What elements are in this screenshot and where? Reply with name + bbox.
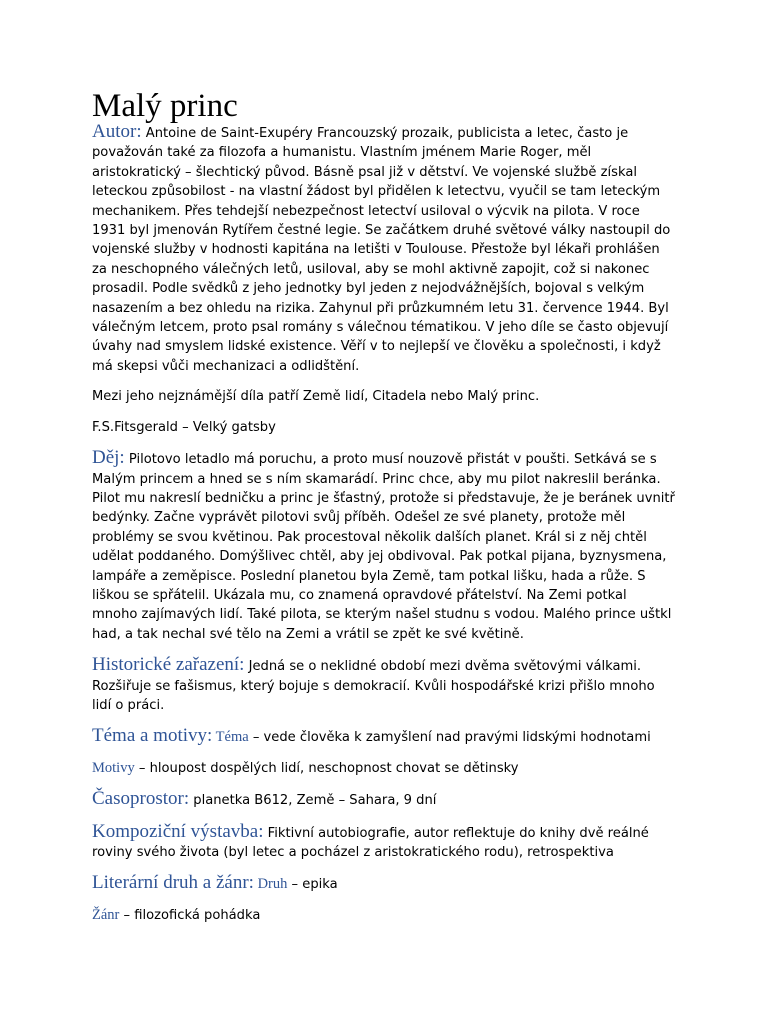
subheading-zanr: Žánr xyxy=(92,906,120,923)
section-historicke-zarazeni xyxy=(92,655,676,715)
heading-historicke-zarazeni: Historické zařazení: xyxy=(92,654,245,676)
heading-kompozicni-vystavba: Kompoziční výstavba: xyxy=(92,820,264,842)
section-dej xyxy=(92,448,676,644)
autor-works: Mezi jeho nejznámější díla patří Země lidí, Citadela nebo Malý princ. xyxy=(92,389,540,405)
document-title: Malý princ xyxy=(92,88,238,124)
casoprostor-body: planetka B612, Země – Sahara, 9 dní xyxy=(189,793,437,809)
kompozicni-body: Fiktivní autobiografie, autor reflektuje do knihy dvě reálné roviny svého života (byl letec a pocházel z aristokratického rodu), retrospektiva xyxy=(92,825,649,860)
section-tema xyxy=(92,726,676,747)
section-autor xyxy=(92,122,676,376)
druh-body: – epika xyxy=(287,877,338,893)
heading-dej: Děj: xyxy=(92,447,125,469)
section-literarni-druh xyxy=(92,873,676,894)
motivy-body: – hloupost dospělých lidí, neschopnost chovat se dětinsky xyxy=(134,760,519,776)
subheading-druh: Druh xyxy=(253,876,288,893)
autor-body: Antoine de Saint-Exupéry Francouzský prozaik, publicista a letec, často je považován také za filozofa a humanistu. Vlastním jménem Marie Roger, měl aristokratický – šlechtický původ. Básně psal již v dětství. Ve vojenské službě získal leteckou způsobilost - na vlastní žádost byl přidělen k letectvu, vyučil se tam leteckým mechanikem. Přes tehdejší nebezpečnost letectví usiloval o výcvik na pilota. V roce 1931 byl jmenován Rytířem čestné legie. Se začátkem druhé světové války nastoupil do vojenské služby v hodnosti kapitána na letišti v Toulouse. Přestože byl lékaři prohlášen za neschopného válečných letů, usiloval, aby se mohl aktivně zapojit, což si nakonec prosadil. Podle svědků z jeho jednotky byl jeden z nejodvážnějších, bojoval s velkým nasazením a bez ohledu na rizika. Zahynul při průzkumném letu 31. července 1944. Byl válečným letcem, proto psal romány s válečnou tématikou. V jeho díle se často objevují úvahy nad smyslem lidské existence. Věří v to nejlepší ve člověku a společnosti, i když má skepsi vůči mechanizaci a odlidštění. xyxy=(92,126,671,374)
subheading-motivy: Motivy xyxy=(92,759,135,776)
heading-tema-a-motivy: Téma a motivy: xyxy=(92,725,213,747)
section-casoprostor xyxy=(92,789,676,810)
section-motivy xyxy=(92,759,676,778)
subheading-tema: Téma xyxy=(212,729,249,746)
heading-casoprostor: Časoprostor: xyxy=(92,788,190,810)
tema-body: – vede člověka k zamyšlení nad pravými lidskými hodnotami xyxy=(248,730,651,746)
section-zanr xyxy=(92,906,676,925)
heading-literarni-druh-a-zanr: Literární druh a žánr: xyxy=(92,872,254,894)
dej-body: Pilotovo letadlo má poruchu, a proto musí nouzově přistát v poušti. Setkává se s Malým princem a hned se s ním skamarádí. Princ chce, aby mu pilot nakreslil beránka. Pilot mu nakreslí bedničku a princ je šťastný, protože si představuje, že je beránek uvnitř bedýnky. Začne vyprávět pilotovi svůj příběh. Odešel ze své planety, protože měl problémy se svou květinou. Pak procestoval několik dalších planet. Král si z něj chtěl udělat poddaného. Domýšlivec chtěl, aby jej obdivoval. Pak potkal pijana, byznysmena, lampáře a zeměpisce. Poslední planetou byla Země, tam potkal lišku, hada a růže. S liškou se spřátelil. Ukázala mu, co znamená opravdové přátelství. Na Zemi potkal mnoho zajímavých lidí. Také pilota, se kterým našel studnu s vodou. Malého prince uštkl had, a tak nechal své tělo na Zemi a vrátil se zpět ke své květině. xyxy=(92,452,675,642)
autor-note: F.S.Fitsgerald – Velký gatsby xyxy=(92,419,276,435)
section-kompozicni-vystavba xyxy=(92,822,676,863)
heading-autor: Autor: xyxy=(92,121,142,142)
historicke-body: Jedná se o neklidné období mezi dvěma světovými válkami. Rozšiřuje se fašismus, který bojuje s demokracií. Kvůli hospodářské krizi přišlo mnoho lidí o práci. xyxy=(92,659,655,713)
zanr-body: – filozofická pohádka xyxy=(119,907,261,923)
